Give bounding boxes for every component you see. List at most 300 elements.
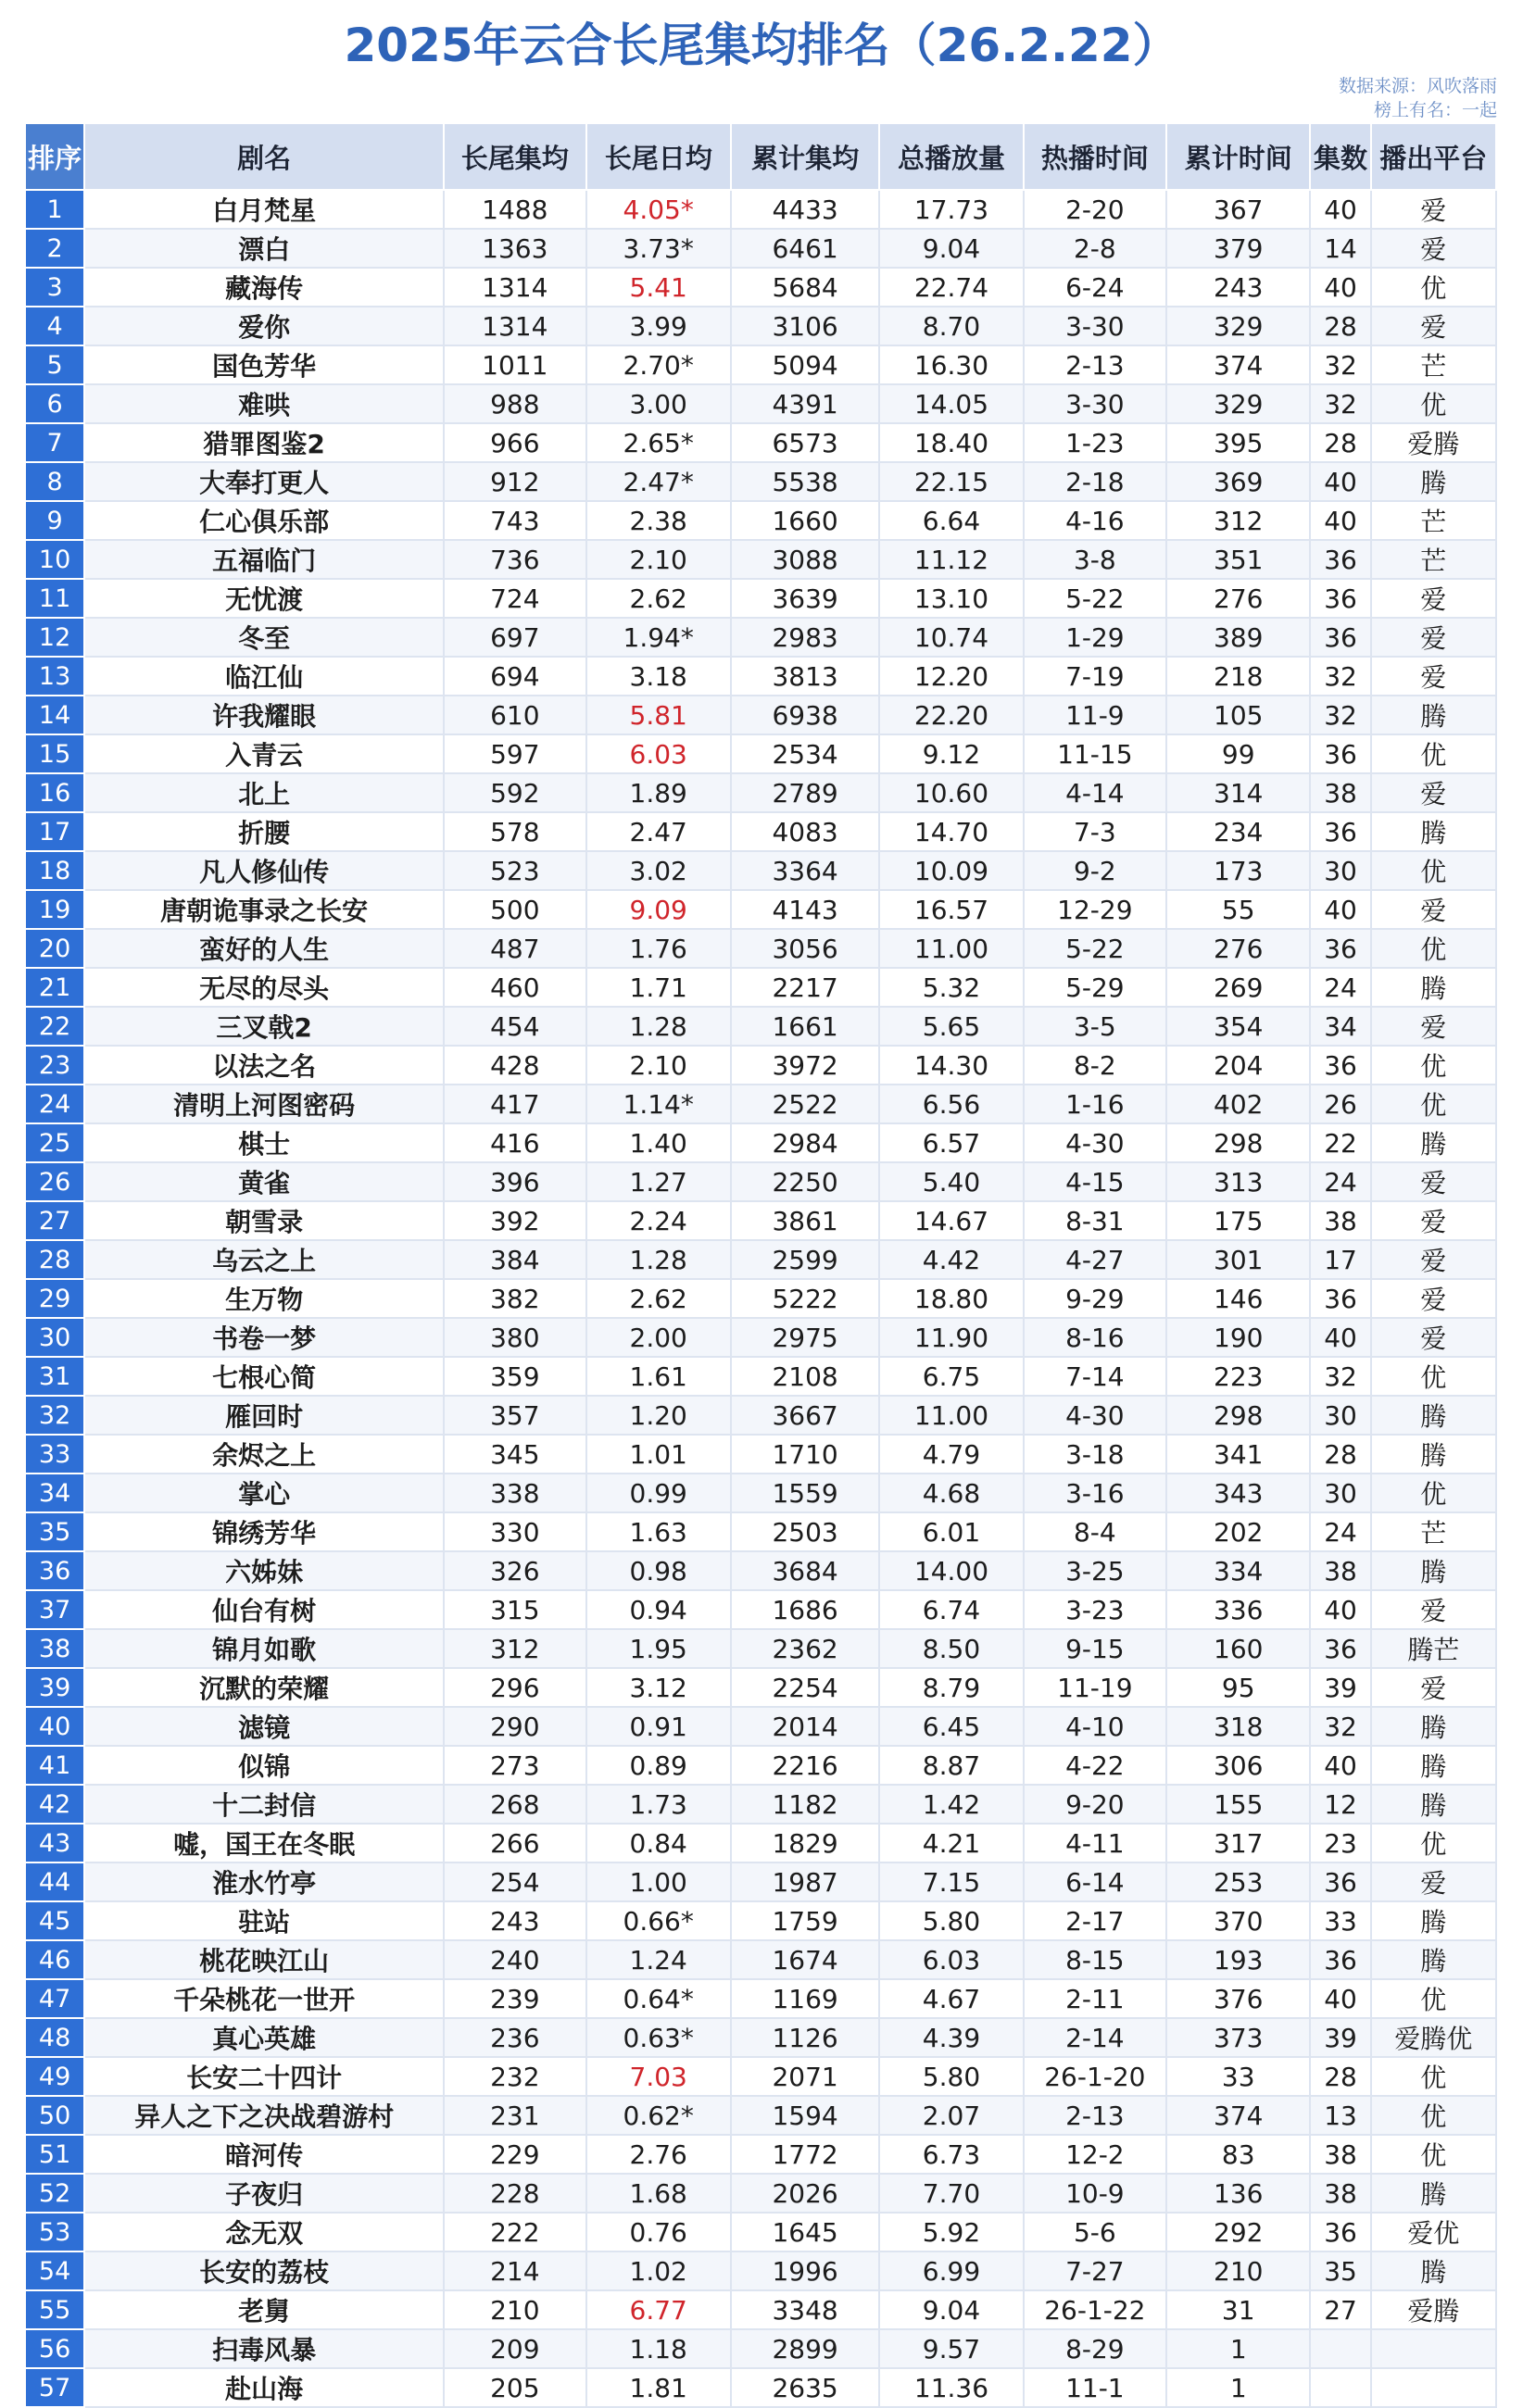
platform-cell: 爱 [1371,1240,1496,1279]
air-date-cell: 8-15 [1024,1940,1166,1979]
platform-cell: 腾 [1371,462,1496,501]
tail-daily-cell: 1.81 [586,2368,731,2407]
episodes-cell: 23 [1310,1824,1370,1862]
drama-title-cell: 朝雪录 [84,1201,444,1240]
rank-cell: 42 [25,1785,84,1824]
platform-cell: 腾 [1371,1901,1496,1940]
total-plays-cell: 12.20 [879,657,1023,696]
cumulative-days-cell: 351 [1166,540,1310,579]
air-date-cell: 2-17 [1024,1901,1166,1940]
rank-cell: 20 [25,929,84,968]
drama-title-cell: 清明上河图密码 [84,1085,444,1123]
episodes-cell: 40 [1310,268,1370,307]
platform-cell: 爱 [1371,657,1496,696]
episodes-cell: 36 [1310,812,1370,851]
drama-title-cell: 大奉打更人 [84,462,444,501]
episodes-cell: 38 [1310,2174,1370,2213]
episodes-cell [1310,2329,1370,2368]
episodes-cell: 40 [1310,1318,1370,1357]
cumulative-days-cell: 276 [1166,929,1310,968]
cumulative-days-cell: 55 [1166,890,1310,929]
cumulative-days-cell: 253 [1166,1862,1310,1901]
drama-title-cell: 北上 [84,773,444,812]
episodes-cell: 30 [1310,1474,1370,1512]
table-row [25,268,1496,307]
air-date-cell: 7-14 [1024,1357,1166,1396]
table-row [25,2213,1496,2251]
rank-cell: 18 [25,851,84,890]
table-row [25,2290,1496,2329]
air-date-cell: 2-18 [1024,462,1166,501]
rank-cell: 6 [25,384,84,423]
table-row [25,2057,1496,2096]
table-row [25,1357,1496,1396]
episodes-cell: 38 [1310,773,1370,812]
table-row [25,890,1496,929]
tail-avg-cell: 694 [444,657,585,696]
air-date-cell: 4-30 [1024,1123,1166,1162]
air-date-cell: 1-16 [1024,1085,1166,1123]
tail-avg-cell: 222 [444,2213,585,2251]
episodes-cell: 28 [1310,307,1370,345]
column-header-air-date: 热播时间 [1024,123,1166,190]
rank-cell: 41 [25,1746,84,1785]
rank-cell: 55 [25,2290,84,2329]
episodes-cell: 33 [1310,1901,1370,1940]
tail-daily-cell: 9.09 [586,890,731,929]
cumulative-days-cell: 202 [1166,1512,1310,1551]
drama-title-cell: 难哄 [84,384,444,423]
drama-title-cell: 锦绣芳华 [84,1512,444,1551]
platform-cell: 爱 [1371,307,1496,345]
cumulative-days-cell: 314 [1166,773,1310,812]
air-date-cell: 4-10 [1024,1707,1166,1746]
rank-cell: 28 [25,1240,84,1279]
cumulative-days-cell: 190 [1166,1318,1310,1357]
tail-avg-cell: 296 [444,1668,585,1707]
cumulative-avg-cell: 1169 [731,1979,879,2018]
total-plays-cell: 8.79 [879,1668,1023,1707]
drama-title-cell: 五福临门 [84,540,444,579]
air-date-cell: 2-11 [1024,1979,1166,2018]
cumulative-days-cell: 105 [1166,696,1310,734]
tail-avg-cell: 268 [444,1785,585,1824]
platform-cell: 腾 [1371,1396,1496,1435]
rank-cell: 1 [25,190,84,229]
cumulative-days-cell: 374 [1166,2096,1310,2135]
total-plays-cell: 10.09 [879,851,1023,890]
cumulative-avg-cell: 2789 [731,773,879,812]
drama-title-cell: 以法之名 [84,1046,444,1085]
episodes-cell: 36 [1310,1629,1370,1668]
cumulative-avg-cell: 1126 [731,2018,879,2057]
platform-cell: 腾 [1371,2174,1496,2213]
tail-avg-cell: 254 [444,1862,585,1901]
total-plays-cell: 11.90 [879,1318,1023,1357]
platform-cell: 优 [1371,2057,1496,2096]
table-row [25,1240,1496,1279]
cumulative-avg-cell: 1674 [731,1940,879,1979]
platform-cell: 优 [1371,2135,1496,2174]
table-row [25,1085,1496,1123]
total-plays-cell: 9.12 [879,734,1023,773]
drama-title-cell: 异人之下之决战碧游村 [84,2096,444,2135]
rank-cell: 9 [25,501,84,540]
total-plays-cell: 5.80 [879,2057,1023,2096]
tail-avg-cell: 384 [444,1240,585,1279]
table-row [25,1590,1496,1629]
cumulative-avg-cell: 2984 [731,1123,879,1162]
air-date-cell: 3-18 [1024,1435,1166,1474]
platform-cell: 腾 [1371,1123,1496,1162]
cumulative-avg-cell: 4143 [731,890,879,929]
drama-title-cell: 六姊妹 [84,1551,444,1590]
tail-daily-cell: 3.12 [586,1668,731,1707]
tail-daily-cell: 6.03 [586,734,731,773]
table-row [25,1940,1496,1979]
tail-avg-cell: 312 [444,1629,585,1668]
episodes-cell: 32 [1310,657,1370,696]
platform-cell: 爱 [1371,579,1496,618]
table-row [25,1707,1496,1746]
drama-title-cell: 书卷一梦 [84,1318,444,1357]
tail-daily-cell: 3.00 [586,384,731,423]
cumulative-avg-cell: 3088 [731,540,879,579]
air-date-cell: 10-9 [1024,2174,1166,2213]
rank-cell: 27 [25,1201,84,1240]
table-row [25,618,1496,657]
tail-avg-cell: 697 [444,618,585,657]
platform-cell: 腾 [1371,2251,1496,2290]
tail-avg-cell: 243 [444,1901,585,1940]
cumulative-avg-cell: 3861 [731,1201,879,1240]
air-date-cell: 5-29 [1024,968,1166,1007]
rank-cell: 43 [25,1824,84,1862]
cumulative-days-cell: 367 [1166,190,1310,229]
tail-daily-cell: 0.62* [586,2096,731,2135]
episodes-cell: 32 [1310,1357,1370,1396]
drama-title-cell: 生万物 [84,1279,444,1318]
table-row [25,2251,1496,2290]
cumulative-avg-cell: 3667 [731,1396,879,1435]
cumulative-avg-cell: 3813 [731,657,879,696]
cumulative-avg-cell: 2250 [731,1162,879,1201]
tail-daily-cell: 0.91 [586,1707,731,1746]
rank-cell: 56 [25,2329,84,2368]
table-row [25,734,1496,773]
drama-title-cell: 临江仙 [84,657,444,696]
rank-cell: 4 [25,307,84,345]
tail-daily-cell: 2.10 [586,540,731,579]
cumulative-avg-cell: 2362 [731,1629,879,1668]
cumulative-avg-cell: 1772 [731,2135,879,2174]
cumulative-days-cell: 298 [1166,1396,1310,1435]
total-plays-cell: 14.05 [879,384,1023,423]
cumulative-days-cell: 223 [1166,1357,1310,1396]
column-header-total-plays: 总播放量 [879,123,1023,190]
episodes-cell [1310,2368,1370,2407]
tail-daily-cell: 5.81 [586,696,731,734]
total-plays-cell: 8.87 [879,1746,1023,1785]
total-plays-cell: 5.92 [879,2213,1023,2251]
cumulative-days-cell: 312 [1166,501,1310,540]
platform-cell: 爱 [1371,1668,1496,1707]
drama-title-cell: 藏海传 [84,268,444,307]
table-row [25,773,1496,812]
cumulative-avg-cell: 1594 [731,2096,879,2135]
cumulative-days-cell: 276 [1166,579,1310,618]
cumulative-avg-cell: 2254 [731,1668,879,1707]
tail-avg-cell: 266 [444,1824,585,1862]
air-date-cell: 5-22 [1024,929,1166,968]
tail-avg-cell: 345 [444,1435,585,1474]
table-row [25,968,1496,1007]
episodes-cell: 26 [1310,1085,1370,1123]
total-plays-cell: 4.67 [879,1979,1023,2018]
rank-cell: 5 [25,345,84,384]
air-date-cell: 12-29 [1024,890,1166,929]
episodes-cell: 27 [1310,2290,1370,2329]
cumulative-days-cell: 395 [1166,423,1310,462]
cumulative-days-cell: 269 [1166,968,1310,1007]
drama-title-cell: 锦月如歌 [84,1629,444,1668]
tail-daily-cell: 3.73* [586,229,731,268]
cumulative-avg-cell: 5538 [731,462,879,501]
tail-avg-cell: 912 [444,462,585,501]
rank-cell: 57 [25,2368,84,2407]
total-plays-cell: 16.30 [879,345,1023,384]
total-plays-cell: 4.39 [879,2018,1023,2057]
table-row [25,1279,1496,1318]
platform-cell: 芒 [1371,501,1496,540]
tail-daily-cell: 6.77 [586,2290,731,2329]
total-plays-cell: 22.20 [879,696,1023,734]
table-row [25,190,1496,229]
tail-avg-cell: 736 [444,540,585,579]
tail-avg-cell: 578 [444,812,585,851]
air-date-cell: 8-2 [1024,1046,1166,1085]
total-plays-cell: 6.56 [879,1085,1023,1123]
column-header-rank: 排序 [25,123,84,190]
drama-title-cell: 暗河传 [84,2135,444,2174]
drama-title-cell: 十二封信 [84,1785,444,1824]
rank-cell: 54 [25,2251,84,2290]
cumulative-avg-cell: 2983 [731,618,879,657]
total-plays-cell: 4.79 [879,1435,1023,1474]
drama-title-cell: 真心英雄 [84,2018,444,2057]
table-row [25,2329,1496,2368]
credit-line: 榜上有名：一起 [1373,100,1497,120]
cumulative-avg-cell: 1182 [731,1785,879,1824]
tail-avg-cell: 214 [444,2251,585,2290]
platform-cell: 爱 [1371,773,1496,812]
tail-daily-cell: 1.40 [586,1123,731,1162]
episodes-cell: 32 [1310,345,1370,384]
cumulative-days-cell: 83 [1166,2135,1310,2174]
episodes-cell: 36 [1310,1046,1370,1085]
tail-avg-cell: 1314 [444,307,585,345]
air-date-cell: 3-5 [1024,1007,1166,1046]
total-plays-cell: 11.00 [879,1396,1023,1435]
rank-cell: 49 [25,2057,84,2096]
cumulative-days-cell: 379 [1166,229,1310,268]
tail-daily-cell: 1.27 [586,1162,731,1201]
tail-avg-cell: 396 [444,1162,585,1201]
tail-avg-cell: 724 [444,579,585,618]
drama-title-cell: 爱你 [84,307,444,345]
table-row [25,851,1496,890]
platform-cell [1371,2368,1496,2407]
episodes-cell: 34 [1310,1007,1370,1046]
rank-cell: 53 [25,2213,84,2251]
cumulative-avg-cell: 2014 [731,1707,879,1746]
table-row [25,2135,1496,2174]
cumulative-avg-cell: 3106 [731,307,879,345]
rank-cell: 21 [25,968,84,1007]
drama-title-cell: 三叉戟2 [84,1007,444,1046]
rank-cell: 44 [25,1862,84,1901]
tail-daily-cell: 1.24 [586,1940,731,1979]
tail-daily-cell: 2.10 [586,1046,731,1085]
cumulative-days-cell: 402 [1166,1085,1310,1123]
cumulative-days-cell: 292 [1166,2213,1310,2251]
tail-daily-cell: 1.61 [586,1357,731,1396]
tail-avg-cell: 205 [444,2368,585,2407]
platform-cell: 腾 [1371,1707,1496,1746]
rank-cell: 12 [25,618,84,657]
air-date-cell: 3-8 [1024,540,1166,579]
episodes-cell: 13 [1310,2096,1370,2135]
episodes-cell: 38 [1310,1201,1370,1240]
source-line: 数据来源：风吹落雨 [1338,76,1497,96]
total-plays-cell: 6.99 [879,2251,1023,2290]
platform-cell: 腾 [1371,812,1496,851]
tail-daily-cell: 1.73 [586,1785,731,1824]
cumulative-days-cell: 146 [1166,1279,1310,1318]
rank-cell: 2 [25,229,84,268]
tail-daily-cell: 1.71 [586,968,731,1007]
tail-avg-cell: 487 [444,929,585,968]
total-plays-cell: 13.10 [879,579,1023,618]
table-row [25,1474,1496,1512]
cumulative-days-cell: 234 [1166,812,1310,851]
platform-cell: 优 [1371,851,1496,890]
total-plays-cell: 14.30 [879,1046,1023,1085]
platform-cell: 爱 [1371,618,1496,657]
rank-cell: 25 [25,1123,84,1162]
cumulative-days-cell: 306 [1166,1746,1310,1785]
cumulative-days-cell: 336 [1166,1590,1310,1629]
total-plays-cell: 7.15 [879,1862,1023,1901]
table-row [25,540,1496,579]
tail-avg-cell: 523 [444,851,585,890]
episodes-cell: 40 [1310,890,1370,929]
drama-title-cell: 仁心俱乐部 [84,501,444,540]
tail-daily-cell: 0.76 [586,2213,731,2251]
platform-cell: 爱 [1371,1007,1496,1046]
cumulative-days-cell: 210 [1166,2251,1310,2290]
tail-avg-cell: 1011 [444,345,585,384]
cumulative-avg-cell: 2216 [731,1746,879,1785]
drama-title-cell: 赴山海 [84,2368,444,2407]
table-row [25,1123,1496,1162]
platform-cell: 优 [1371,734,1496,773]
total-plays-cell: 5.65 [879,1007,1023,1046]
cumulative-days-cell: 136 [1166,2174,1310,2213]
cumulative-avg-cell: 2975 [731,1318,879,1357]
drama-title-cell: 嘘，国王在冬眠 [84,1824,444,1862]
cumulative-avg-cell: 2071 [731,2057,879,2096]
episodes-cell: 40 [1310,190,1370,229]
table-row [25,1512,1496,1551]
tail-avg-cell: 743 [444,501,585,540]
cumulative-days-cell: 160 [1166,1629,1310,1668]
tail-avg-cell: 228 [444,2174,585,2213]
drama-title-cell: 子夜归 [84,2174,444,2213]
cumulative-avg-cell: 3348 [731,2290,879,2329]
episodes-cell: 32 [1310,384,1370,423]
drama-title-cell: 国色芳华 [84,345,444,384]
tail-daily-cell: 1.95 [586,1629,731,1668]
rank-cell: 30 [25,1318,84,1357]
total-plays-cell: 18.40 [879,423,1023,462]
platform-cell: 爱 [1371,1162,1496,1201]
total-plays-cell: 10.60 [879,773,1023,812]
tail-avg-cell: 380 [444,1318,585,1357]
episodes-cell: 14 [1310,229,1370,268]
platform-cell: 腾 [1371,1785,1496,1824]
platform-cell: 优 [1371,268,1496,307]
air-date-cell: 8-16 [1024,1318,1166,1357]
tail-avg-cell: 357 [444,1396,585,1435]
cumulative-avg-cell: 1660 [731,501,879,540]
tail-avg-cell: 592 [444,773,585,812]
drama-title-cell: 掌心 [84,1474,444,1512]
tail-daily-cell: 1.14* [586,1085,731,1123]
cumulative-days-cell: 204 [1166,1046,1310,1085]
air-date-cell: 2-13 [1024,2096,1166,2135]
cumulative-days-cell: 374 [1166,345,1310,384]
platform-cell: 优 [1371,384,1496,423]
episodes-cell: 36 [1310,540,1370,579]
cumulative-days-cell: 373 [1166,2018,1310,2057]
total-plays-cell: 22.74 [879,268,1023,307]
tail-daily-cell: 1.28 [586,1007,731,1046]
episodes-cell: 12 [1310,1785,1370,1824]
table-row [25,1046,1496,1085]
drama-title-cell: 黄雀 [84,1162,444,1201]
tail-avg-cell: 382 [444,1279,585,1318]
air-date-cell: 4-11 [1024,1824,1166,1862]
cumulative-days-cell: 318 [1166,1707,1310,1746]
table-row [25,2368,1496,2407]
cumulative-days-cell: 369 [1166,462,1310,501]
drama-title-cell: 似锦 [84,1746,444,1785]
total-plays-cell: 6.64 [879,501,1023,540]
air-date-cell: 5-6 [1024,2213,1166,2251]
drama-title-cell: 滤镜 [84,1707,444,1746]
tail-avg-cell: 966 [444,423,585,462]
air-date-cell: 3-30 [1024,307,1166,345]
total-plays-cell: 5.40 [879,1162,1023,1201]
air-date-cell: 3-23 [1024,1590,1166,1629]
rank-cell: 45 [25,1901,84,1940]
cumulative-avg-cell: 1661 [731,1007,879,1046]
total-plays-cell: 14.67 [879,1201,1023,1240]
cumulative-days-cell: 99 [1166,734,1310,773]
air-date-cell: 2-13 [1024,345,1166,384]
drama-title-cell: 唐朝诡事录之长安 [84,890,444,929]
